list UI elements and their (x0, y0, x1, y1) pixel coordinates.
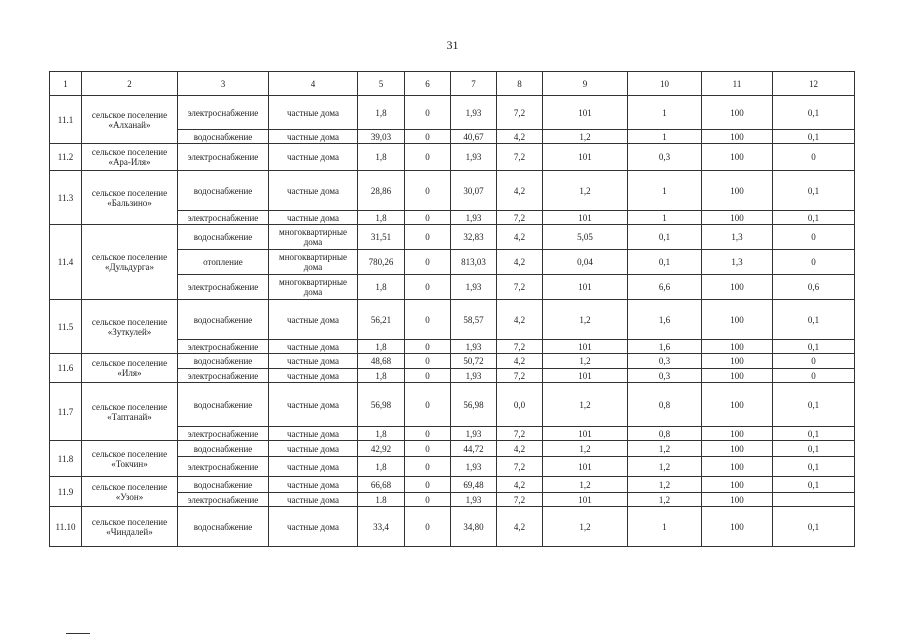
value-cell: 1,6 (628, 340, 702, 354)
value-cell: 100 (702, 211, 773, 225)
settlement-name-cell: сельское поселение «Ара-Иля» (82, 144, 178, 171)
value-cell: электроснабжение (178, 369, 269, 383)
value-cell: 1,2 (628, 441, 702, 457)
value-cell: многоквартирные дома (269, 225, 358, 250)
value-cell: 1,93 (451, 369, 497, 383)
value-cell: электроснабжение (178, 340, 269, 354)
value-cell: 0 (405, 171, 451, 211)
value-cell: частные дома (269, 130, 358, 144)
row-number-cell: 11.5 (50, 300, 82, 354)
value-cell: 0,0 (497, 383, 543, 427)
table-row (50, 383, 855, 427)
value-cell: 33,4 (358, 507, 405, 547)
value-cell: 0 (405, 340, 451, 354)
table-row (50, 144, 855, 171)
value-cell: 0 (405, 507, 451, 547)
settlement-name-cell: сельское поселение «Узон» (82, 477, 178, 507)
value-cell: 1,93 (451, 144, 497, 171)
value-cell: 1,2 (543, 441, 628, 457)
value-cell: 101 (543, 493, 628, 507)
value-cell: 1,8 (358, 211, 405, 225)
value-cell: 7,2 (497, 493, 543, 507)
header-cell: 12 (773, 72, 855, 96)
value-cell: 0,6 (773, 275, 855, 300)
value-cell: водоснабжение (178, 300, 269, 340)
value-cell: 0 (405, 427, 451, 441)
value-cell: 4,2 (497, 507, 543, 547)
value-cell: 100 (702, 369, 773, 383)
value-cell: 100 (702, 171, 773, 211)
value-cell: 31,51 (358, 225, 405, 250)
value-cell: 7,2 (497, 144, 543, 171)
header-cell: 5 (358, 72, 405, 96)
value-cell: 0,1 (773, 507, 855, 547)
header-cell: 3 (178, 72, 269, 96)
value-cell: 7,2 (497, 211, 543, 225)
page-number: 31 (446, 38, 459, 52)
value-cell: 4,2 (497, 250, 543, 275)
value-cell: электроснабжение (178, 144, 269, 171)
value-cell: 1,8 (358, 144, 405, 171)
value-cell: 0 (405, 457, 451, 477)
value-cell: 100 (702, 300, 773, 340)
value-cell: 7,2 (497, 275, 543, 300)
value-cell: 0 (405, 477, 451, 493)
value-cell: частные дома (269, 383, 358, 427)
value-cell: 0,3 (628, 144, 702, 171)
value-cell: 4,2 (497, 130, 543, 144)
value-cell: частные дома (269, 354, 358, 369)
value-cell: 1,2 (543, 300, 628, 340)
settlement-name-cell: сельское поселение «Токчин» (82, 441, 178, 477)
value-cell: частные дома (269, 211, 358, 225)
value-cell: 1,93 (451, 211, 497, 225)
value-cell: 0 (773, 354, 855, 369)
value-cell: 56,98 (451, 383, 497, 427)
row-number-cell: 11.7 (50, 383, 82, 441)
value-cell: 1,2 (543, 507, 628, 547)
table-row (50, 507, 855, 547)
data-table (49, 71, 855, 547)
value-cell: 101 (543, 275, 628, 300)
header-cell: 8 (497, 72, 543, 96)
value-cell: 1,93 (451, 457, 497, 477)
value-cell: 1,93 (451, 275, 497, 300)
value-cell: 1,2 (543, 130, 628, 144)
value-cell: водоснабжение (178, 225, 269, 250)
value-cell: 1,2 (628, 457, 702, 477)
row-number-cell: 11.9 (50, 477, 82, 507)
value-cell: 4,2 (497, 171, 543, 211)
value-cell: 100 (702, 383, 773, 427)
value-cell: 0 (405, 300, 451, 340)
value-cell: 0,1 (773, 441, 855, 457)
value-cell: 1,8 (358, 96, 405, 130)
value-cell: 0 (405, 144, 451, 171)
value-cell: 100 (702, 275, 773, 300)
settlement-name-cell: сельское поселение «Чиндалей» (82, 507, 178, 547)
value-cell: частные дома (269, 477, 358, 493)
value-cell: 0 (405, 275, 451, 300)
value-cell: 100 (702, 441, 773, 457)
value-cell: частные дома (269, 144, 358, 171)
value-cell: 100 (702, 507, 773, 547)
value-cell: 0 (405, 354, 451, 369)
value-cell: 4,2 (497, 300, 543, 340)
value-cell: 1,93 (451, 96, 497, 130)
value-cell: 100 (702, 340, 773, 354)
header-cell: 11 (702, 72, 773, 96)
value-cell: 1,2 (543, 354, 628, 369)
value-cell: 34,80 (451, 507, 497, 547)
value-cell: 1.8 (358, 493, 405, 507)
value-cell: 30,07 (451, 171, 497, 211)
header-cell: 10 (628, 72, 702, 96)
value-cell: частные дома (269, 457, 358, 477)
value-cell: 100 (702, 457, 773, 477)
value-cell: 1 (628, 96, 702, 130)
header-cell: 1 (50, 72, 82, 96)
value-cell: 101 (543, 369, 628, 383)
value-cell: многоквартирные дома (269, 275, 358, 300)
value-cell: 0 (405, 493, 451, 507)
value-cell: 42,92 (358, 441, 405, 457)
value-cell: 0 (405, 96, 451, 130)
settlement-name-cell: сельское поселение «Бальзино» (82, 171, 178, 225)
value-cell: 69,48 (451, 477, 497, 493)
value-cell: 0,3 (628, 369, 702, 383)
value-cell: 100 (702, 427, 773, 441)
value-cell: электроснабжение (178, 275, 269, 300)
header-cell: 2 (82, 72, 178, 96)
value-cell: частные дома (269, 171, 358, 211)
value-cell: 0 (405, 225, 451, 250)
value-cell: 0,1 (773, 130, 855, 144)
value-cell: 100 (702, 354, 773, 369)
header-row (50, 72, 855, 96)
value-cell: 0,8 (628, 383, 702, 427)
value-cell: 0,8 (628, 427, 702, 441)
value-cell: 1,8 (358, 340, 405, 354)
value-cell: 39,03 (358, 130, 405, 144)
value-cell: 0 (405, 130, 451, 144)
row-number-cell: 11.2 (50, 144, 82, 171)
value-cell: частные дома (269, 427, 358, 441)
value-cell: частные дома (269, 441, 358, 457)
value-cell: 0,1 (628, 250, 702, 275)
row-number-cell: 11.8 (50, 441, 82, 477)
value-cell: 101 (543, 427, 628, 441)
value-cell: 0 (405, 383, 451, 427)
table-row (50, 225, 855, 250)
value-cell: 100 (702, 493, 773, 507)
value-cell: 4,2 (497, 225, 543, 250)
settlement-name-cell: сельское поселение «Алханай» (82, 96, 178, 144)
value-cell: 1 (628, 130, 702, 144)
value-cell: 100 (702, 96, 773, 130)
settlement-name-cell: сельское поселение «Иля» (82, 354, 178, 383)
header-cell: 7 (451, 72, 497, 96)
value-cell: 780,26 (358, 250, 405, 275)
settlement-name-cell: сельское поселение «Зуткулей» (82, 300, 178, 354)
value-cell: водоснабжение (178, 441, 269, 457)
value-cell: 0,1 (773, 171, 855, 211)
table-row (50, 96, 855, 130)
value-cell: 0,1 (773, 340, 855, 354)
value-cell: 813,03 (451, 250, 497, 275)
table-row (50, 354, 855, 369)
value-cell: 56,98 (358, 383, 405, 427)
value-cell: 1,2 (543, 477, 628, 493)
row-number-cell: 11.6 (50, 354, 82, 383)
value-cell: электроснабжение (178, 457, 269, 477)
value-cell: 1,8 (358, 275, 405, 300)
value-cell: 101 (543, 340, 628, 354)
value-cell: 0,04 (543, 250, 628, 275)
value-cell: электроснабжение (178, 96, 269, 130)
row-number-cell: 11.10 (50, 507, 82, 547)
value-cell: 100 (702, 130, 773, 144)
value-cell: 0,1 (773, 300, 855, 340)
header-cell: 6 (405, 72, 451, 96)
value-cell: 50,72 (451, 354, 497, 369)
value-cell: водоснабжение (178, 477, 269, 493)
value-cell: 1,3 (702, 225, 773, 250)
value-cell: 0,1 (773, 211, 855, 225)
value-cell: 4,2 (497, 477, 543, 493)
value-cell: 1,6 (628, 300, 702, 340)
value-cell: 7,2 (497, 340, 543, 354)
value-cell: 4,2 (497, 441, 543, 457)
value-cell: водоснабжение (178, 354, 269, 369)
value-cell: частные дома (269, 340, 358, 354)
value-cell: 44,72 (451, 441, 497, 457)
value-cell: 1,2 (543, 383, 628, 427)
value-cell: многоквартирные дома (269, 250, 358, 275)
value-cell: 100 (702, 477, 773, 493)
value-cell: 1 (628, 507, 702, 547)
value-cell: 101 (543, 211, 628, 225)
value-cell: 28,86 (358, 171, 405, 211)
value-cell: 7,2 (497, 96, 543, 130)
row-number-cell: 11.3 (50, 171, 82, 225)
value-cell: 0,1 (628, 225, 702, 250)
value-cell: 1,93 (451, 340, 497, 354)
value-cell: водоснабжение (178, 507, 269, 547)
value-cell: 4,2 (497, 354, 543, 369)
value-cell: электроснабжение (178, 427, 269, 441)
settlement-name-cell: сельское поселение «Дульдурга» (82, 225, 178, 300)
row-number-cell: 11.1 (50, 96, 82, 144)
value-cell: 32,83 (451, 225, 497, 250)
value-cell: 101 (543, 96, 628, 130)
value-cell: 1,2 (628, 493, 702, 507)
value-cell: водоснабжение (178, 130, 269, 144)
header-cell: 9 (543, 72, 628, 96)
value-cell: 101 (543, 144, 628, 171)
value-cell: 0 (405, 211, 451, 225)
value-cell (773, 493, 855, 507)
value-cell: 0,1 (773, 383, 855, 427)
value-cell: отопление (178, 250, 269, 275)
value-cell: 0 (405, 369, 451, 383)
value-cell: 7,2 (497, 427, 543, 441)
value-cell: 7,2 (497, 457, 543, 477)
value-cell: электроснабжение (178, 493, 269, 507)
value-cell: 101 (543, 457, 628, 477)
table-row (50, 441, 855, 457)
table-row (50, 171, 855, 211)
value-cell: частные дома (269, 493, 358, 507)
value-cell: 0,1 (773, 477, 855, 493)
value-cell: 40,67 (451, 130, 497, 144)
value-cell: 1,93 (451, 427, 497, 441)
value-cell: электроснабжение (178, 211, 269, 225)
header-cell: 4 (269, 72, 358, 96)
row-number-cell: 11.4 (50, 225, 82, 300)
value-cell: частные дома (269, 96, 358, 130)
value-cell: 100 (702, 144, 773, 171)
value-cell: 6,6 (628, 275, 702, 300)
value-cell: водоснабжение (178, 383, 269, 427)
value-cell: 1 (628, 171, 702, 211)
value-cell: 5,05 (543, 225, 628, 250)
value-cell: 1,8 (358, 457, 405, 477)
value-cell: 7,2 (497, 369, 543, 383)
value-cell: 0 (405, 441, 451, 457)
bottom-line (66, 633, 90, 634)
value-cell: 0,3 (628, 354, 702, 369)
value-cell: 0 (405, 250, 451, 275)
table-row (50, 300, 855, 340)
value-cell: 1 (628, 211, 702, 225)
value-cell: 1,93 (451, 493, 497, 507)
value-cell: 66,68 (358, 477, 405, 493)
value-cell: 48,68 (358, 354, 405, 369)
value-cell: 0,1 (773, 96, 855, 130)
value-cell: частные дома (269, 369, 358, 383)
value-cell: 0,1 (773, 457, 855, 477)
value-cell: 0 (773, 369, 855, 383)
value-cell: водоснабжение (178, 171, 269, 211)
table-row (50, 477, 855, 493)
value-cell: 1,2 (543, 171, 628, 211)
value-cell: 1,8 (358, 427, 405, 441)
value-cell: 0 (773, 144, 855, 171)
value-cell: частные дома (269, 507, 358, 547)
settlement-name-cell: сельское поселение «Таптанай» (82, 383, 178, 441)
value-cell: 58,57 (451, 300, 497, 340)
value-cell: частные дома (269, 300, 358, 340)
value-cell: 0 (773, 250, 855, 275)
value-cell: 0,1 (773, 427, 855, 441)
value-cell: 56,21 (358, 300, 405, 340)
value-cell: 1,2 (628, 477, 702, 493)
value-cell: 0 (773, 225, 855, 250)
value-cell: 1,3 (702, 250, 773, 275)
value-cell: 1,8 (358, 369, 405, 383)
